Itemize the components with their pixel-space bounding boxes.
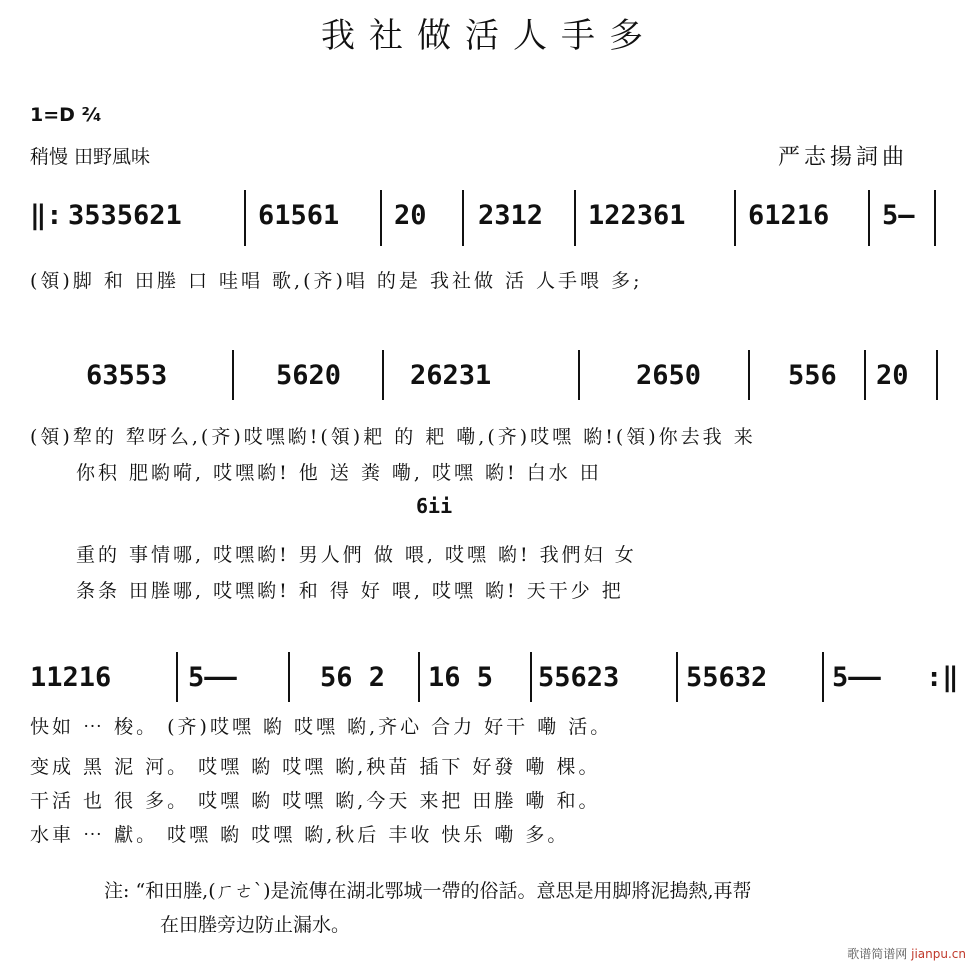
lyrics-line-2a: (領)犂的 犂呀么,(齐)哎嘿喲!(領)耙 的 耙 嘞,(齐)哎嘿 喲!(領)你去我 来 <box>30 426 756 448</box>
barline <box>734 190 736 246</box>
barline <box>232 350 234 400</box>
lyrics-line-3c: 干活 也 很 多。 哎嘿 喲 哎嘿 喲,今天 来把 田塍 嘞 和。 <box>30 790 601 812</box>
barline <box>418 652 420 702</box>
barline <box>244 190 246 246</box>
barline <box>462 190 464 246</box>
song-title: 我社做活人手多 <box>321 16 657 56</box>
measure-2-4: 2650 <box>636 360 702 391</box>
composer-credit: 严志揚詞曲 <box>778 145 909 170</box>
measure-3-2: 5—— <box>188 662 237 693</box>
barline <box>934 190 936 246</box>
watermark <box>847 945 966 962</box>
lyrics-line-3a: 快如 ⋯ 梭。 (齐)哎嘿 喲 哎嘿 喲,齐心 合力 好干 嘞 活。 <box>30 716 613 738</box>
measure-3-6: 55632 <box>686 662 768 693</box>
barline <box>676 652 678 702</box>
barline <box>382 350 384 400</box>
footnote-line-1: 注: “和田塍,(ㄏㄜˋ)是流傳在湖北鄂城一帶的俗話。意思是用脚將泥搗熱,再帮 <box>104 880 752 902</box>
measure-1-7: 5— <box>882 200 915 231</box>
lyrics-line-1: (領)脚 和 田塍 口 哇唱 歌,(齐)唱 的是 我社做 活 人手喂 多; <box>30 270 643 292</box>
lyrics-line-2b: 你积 肥喲嗬, 哎嘿喲! 他 送 粪 嘞, 哎嘿 喲! 白水 田 <box>76 462 602 484</box>
measure-3-1: 11216 <box>30 662 112 693</box>
measure-2-3: 26231 <box>410 360 492 391</box>
measure-1-4: 2312 <box>478 200 544 231</box>
tempo-marking: 稍慢 田野風味 <box>30 146 151 168</box>
barline <box>868 190 870 246</box>
measure-1-2: 61561 <box>258 200 340 231</box>
lyrics-line-3d: 水車 ⋯ 獻。 哎嘿 喲 哎嘿 喲,秋后 丰收 快乐 嘞 多。 <box>30 824 570 846</box>
barline <box>822 652 824 702</box>
measure-3-3: 56 2 <box>320 662 386 693</box>
measure-3-4: 16 5 <box>428 662 494 693</box>
measure-3-7: 5—— <box>832 662 881 693</box>
barline <box>288 652 290 702</box>
measure-1-6: 61216 <box>748 200 830 231</box>
measure-2-1: 63553 <box>86 360 168 391</box>
barline <box>574 190 576 246</box>
barline <box>936 350 938 400</box>
lyrics-line-2d: 条条 田塍哪, 哎嘿喲! 和 得 好 喂, 哎嘿 喲! 天干少 把 <box>76 580 624 602</box>
barline <box>380 190 382 246</box>
measure-2-5: 556 <box>788 360 837 391</box>
measure-2-6: 20 <box>876 360 909 391</box>
measure-1-3: 20 <box>394 200 427 231</box>
watermark-text: 歌谱简谱网 <box>847 947 908 961</box>
measure-3-5: 55623 <box>538 662 620 693</box>
watermark-site: jianpu.cn <box>911 947 966 961</box>
barline <box>578 350 580 400</box>
measure-1-5: 122361 <box>588 200 686 231</box>
measure-1-1: 3535621 <box>68 200 182 231</box>
lyrics-line-2c: 重的 事情哪, 哎嘿喲! 男人們 做 喂, 哎嘿 喲! 我們妇 女 <box>76 544 637 566</box>
variant-notes: 6ii <box>416 494 453 518</box>
measure-2-2: 5620 <box>276 360 342 391</box>
barline <box>864 350 866 400</box>
key-signature: 1=D ²⁄₄ <box>30 104 102 126</box>
barline <box>748 350 750 400</box>
lyrics-line-3b: 变成 黑 泥 河。 哎嘿 喲 哎嘿 喲,秧苗 插下 好發 嘞 棵。 <box>30 756 601 778</box>
footnote-line-2: 在田塍旁边防止漏水。 <box>160 914 351 936</box>
barline <box>530 652 532 702</box>
barline <box>176 652 178 702</box>
